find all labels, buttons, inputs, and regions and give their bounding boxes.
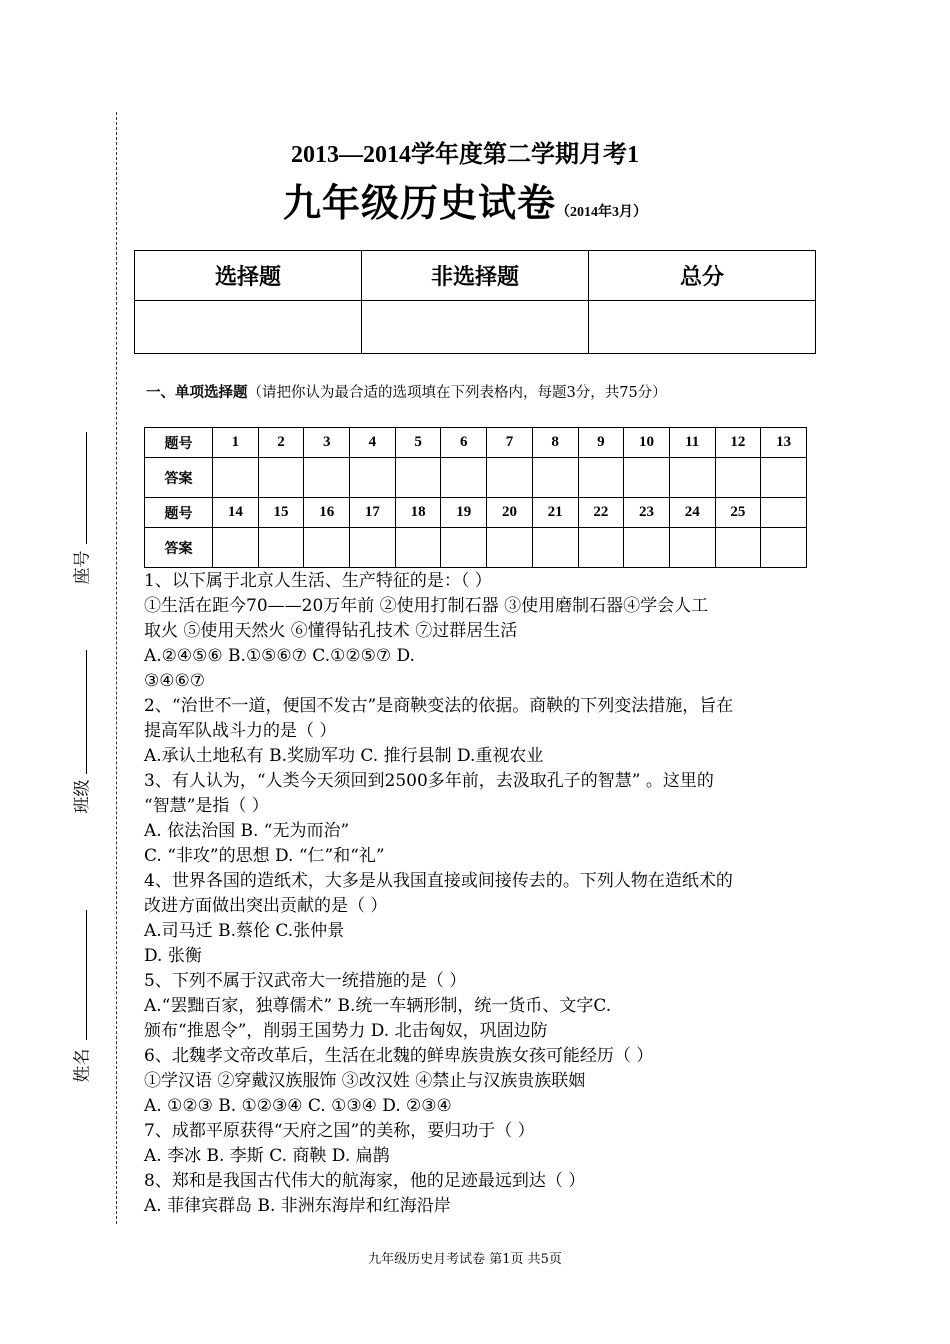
question-line: 4、世界各国的造纸术，大多是从我国直接或间接传去的。下列人物在造纸术的 [144,871,733,891]
score-cell-nonchoice[interactable] [362,301,589,354]
score-header-choice: 选择题 [135,251,362,301]
answer-cell[interactable] [669,528,715,568]
binding-dashed-line [116,112,117,1224]
answer-cell[interactable] [258,528,304,568]
row-label-num: 题号 [145,498,213,528]
question-line: ①生活在距今70——20万年前 ②使用打制石器 ③使用磨制石器④学会人工 [144,596,709,616]
question-line: 颁布“推恩令”，削弱王国势力 D. 北击匈奴，巩固边防 [144,1021,548,1041]
question-number-cell: 13 [761,428,807,458]
question-number-cell: 21 [532,498,578,528]
answer-cell[interactable] [441,458,487,498]
question-line: A.“罢黜百家，独尊儒术” B.统一车辆形制，统一货币、文字C. [144,996,612,1016]
question-line: 改进方面做出突出贡献的是（ ） [144,896,388,916]
answer-cell[interactable] [761,458,807,498]
class-field[interactable] [86,650,87,774]
question-number-cell: 20 [487,498,533,528]
question-number-cell: 5 [395,428,441,458]
score-header-nonchoice: 非选择题 [362,251,589,301]
question-number-cell: 4 [350,428,396,458]
question-number-cell: 23 [624,498,670,528]
question-number-cell: 25 [715,498,761,528]
question-number-cell: 8 [532,428,578,458]
question-number-cell [761,498,807,528]
question-line: D. 张衡 [144,946,202,966]
subject-title: 九年级历史试卷 [282,181,556,225]
question-line: A. 菲律宾群岛 B. 非洲东海岸和红海沿岸 [144,1196,451,1216]
exam-title: 2013—2014学年度第二学期月考1 [291,142,639,168]
answer-cell[interactable] [578,528,624,568]
question-line: “智慧”是指（ ） [144,796,269,816]
question-number-cell: 3 [304,428,350,458]
score-cell-total[interactable] [589,301,816,354]
question-line: 6、北魏孝文帝改革后，生活在北魏的鲜卑族贵族女孩可能经历（ ） [144,1046,654,1066]
question-number-cell: 2 [258,428,304,458]
question-number-cell: 1 [213,428,259,458]
question-number-cell: 12 [715,428,761,458]
answer-cell[interactable] [761,528,807,568]
question-number-cell: 7 [487,428,533,458]
question-line: C. “非攻”的思想 D. “仁”和“礼” [144,846,385,866]
row-label-answer: 答案 [145,458,213,498]
question-number-cell: 16 [304,498,350,528]
question-number-cell: 18 [395,498,441,528]
section1-note: （请把你认为最合适的选项填在下列表格内，每题3分，共75分） [247,385,667,401]
answer-cell[interactable] [578,458,624,498]
question-line: 提高军队战斗力的是（ ） [144,721,337,741]
question-line: A.承认土地私有 B.奖励军功 C. 推行县制 D.重视农业 [144,746,544,766]
score-cell-choice[interactable] [135,301,362,354]
question-number-cell: 11 [669,428,715,458]
question-number-cell: 17 [350,498,396,528]
answer-cell[interactable] [213,528,259,568]
answer-cell[interactable] [304,528,350,568]
question-line: 3、有人认为，“人类今天须回到2500多年前，去汲取孔子的智慧” 。这里的 [144,771,714,791]
section1-heading [146,381,667,402]
question-line: A.②④⑤⑥ B.①⑤⑥⑦ C.①②⑤⑦ D. [144,646,415,666]
answer-cell[interactable] [624,528,670,568]
class-label: 班级 [72,779,93,814]
question-number-cell: 9 [578,428,624,458]
name-label: 姓名 [72,1048,93,1083]
seat-label: 座号 [72,550,93,585]
answer-cell[interactable] [350,458,396,498]
exam-date: （2014年3月） [556,205,647,220]
row-label-num: 题号 [145,428,213,458]
answer-cell[interactable] [624,458,670,498]
question-number-cell: 14 [213,498,259,528]
answer-cell[interactable] [715,458,761,498]
question-line: ③④⑥⑦ [144,671,205,691]
answer-table [144,427,807,568]
question-line: A.司马迁 B.蔡伦 C.张仲景 [144,921,345,941]
answer-cell[interactable] [395,458,441,498]
answer-cell[interactable] [669,458,715,498]
question-line: A. 李冰 B. 李斯 C. 商鞅 D. 扁鹊 [144,1146,390,1166]
score-header-total: 总分 [589,251,816,301]
answer-cell[interactable] [258,458,304,498]
answer-cell[interactable] [350,528,396,568]
question-line: 7、成都平原获得“天府之国”的美称，要归功于（ ） [144,1121,535,1141]
question-line: ①学汉语 ②穿戴汉族服饰 ③改汉姓 ④禁止与汉族贵族联姻 [144,1071,586,1091]
answer-cell[interactable] [304,458,350,498]
question-number-cell: 10 [624,428,670,458]
row-label-answer: 答案 [145,528,213,568]
question-line: 2、“治世不一道，便国不发古”是商鞅变法的依据。商鞅的下列变法措施，旨在 [144,696,734,716]
question-line: 取火 ⑤使用天然火 ⑥懂得钻孔技术 ⑦过群居生活 [144,621,518,641]
question-line: 8、郑和是我国古代伟大的航海家，他的足迹最远到达（ ） [144,1171,586,1191]
section1-title: 一、单项选择题 [146,385,248,401]
answer-cell[interactable] [441,528,487,568]
answer-cell[interactable] [532,458,578,498]
question-line: A. ①②③ B. ①②③④ C. ①③④ D. ②③④ [144,1096,452,1116]
subject-title-block [0,172,930,227]
question-line: A. 依法治国 B. “无为而治” [144,821,350,841]
question-number-cell: 6 [441,428,487,458]
answer-cell[interactable] [213,458,259,498]
page-footer: 九年级历史月考试卷 第1页 共5页 [368,1252,562,1267]
name-field[interactable] [86,910,87,1040]
question-number-cell: 15 [258,498,304,528]
answer-cell[interactable] [487,458,533,498]
question-line: 5、下列不属于汉武帝大一统措施的是（ ） [144,971,467,991]
seat-field[interactable] [86,432,87,544]
answer-cell[interactable] [715,528,761,568]
question-number-cell: 22 [578,498,624,528]
score-table [134,250,816,354]
answer-cell[interactable] [395,528,441,568]
question-line: 1、以下属于北京人生活、生产特征的是：（ ） [144,571,492,591]
answer-cell[interactable] [532,528,578,568]
question-number-cell: 24 [669,498,715,528]
question-number-cell: 19 [441,498,487,528]
answer-cell[interactable] [487,528,533,568]
